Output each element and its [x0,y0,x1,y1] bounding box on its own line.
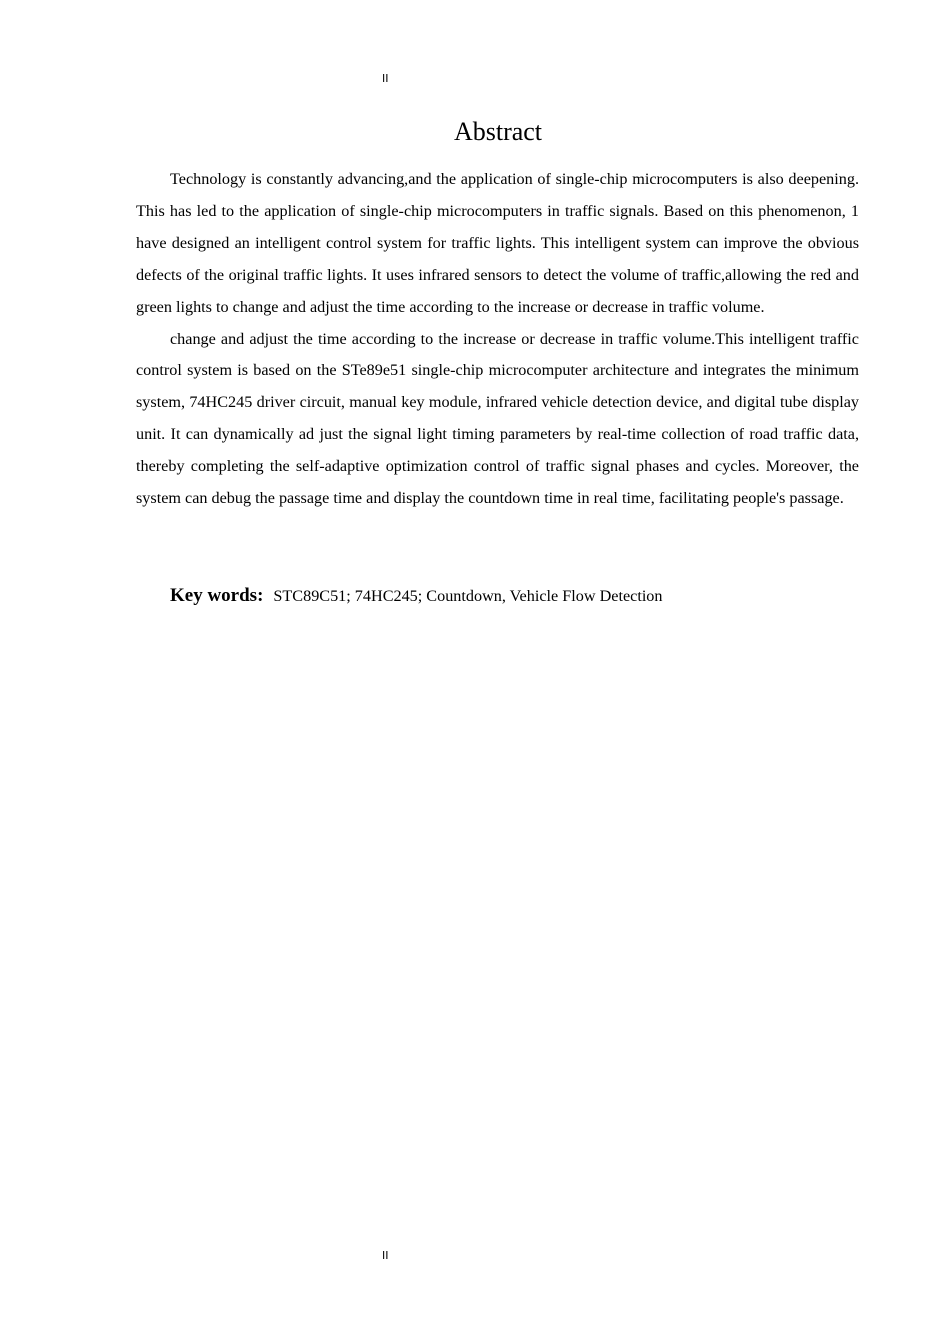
keywords-label: Key words: [170,585,264,606]
keywords-line [170,580,859,613]
abstract-paragraph-1: Technology is constantly advancing,and the application of single-chip microcomputers is also deepening. This has led to the application of single-chip microcomputers in traffic signals. Based on this phenomenon, 1 have designed an intelligent control system for traffic lights. This intelligent system can improve the obvious defects of the original traffic lights. It uses infrared sensors to detect the volume of traffic,allowing the red and green lights to change and adjust the time according to the increase or decrease in traffic volume. [136,170,859,316]
abstract-body [136,164,859,515]
abstract-title: Abstract [453,117,543,146]
header-page-number: II [382,72,389,85]
keywords-list: STC89C51; 74HC245; Countdown, Vehicle Flow Detection [273,587,663,605]
footer-page-number: II [382,1249,389,1262]
abstract-paragraph-2: change and adjust the time according to the increase or decrease in traffic volume.This intelligent traffic control system is based on the STe89e51 single-chip microcomputer architecture and integrates the minimum system, 74HC245 driver circuit, manual key module, infrared vehicle detection device, and digital tube display unit. It can dynamically ad just the signal light timing parameters by real-time collection of road traffic data, thereby completing the self-adaptive optimization control of traffic signal phases and cycles. Moreover, the system can debug the passage time and display the countdown time in real time, facilitating people's passage. [136,329,859,508]
